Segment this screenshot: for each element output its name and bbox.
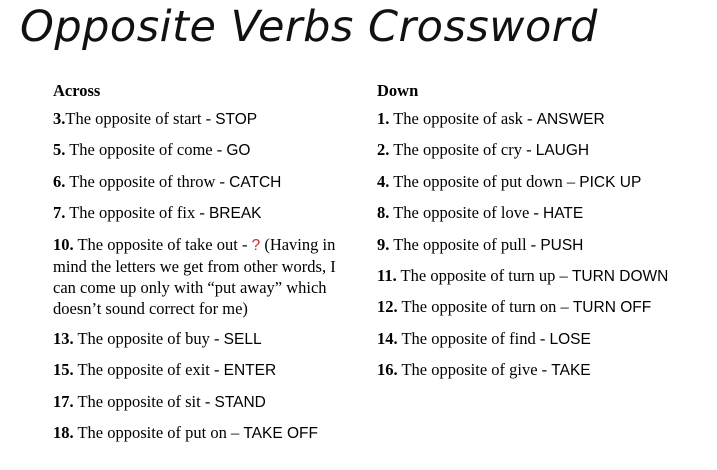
clue-number: 17. [53,391,74,411]
clue-number: 16. [377,360,398,380]
clue-answer: STOP [215,111,258,128]
across-clue [53,234,353,319]
clue-text: The opposite of turn up – [396,265,572,285]
clue-text: The opposite of buy - [73,328,224,348]
clue-text: The opposite of take out - [73,234,252,254]
down-clue [377,328,715,350]
down-clue [377,359,715,381]
clue-text: The opposite of find - [397,328,550,348]
clue-number: 15. [53,360,74,380]
clue-answer: STAND [214,393,266,411]
clue-text: The opposite of sit - [73,391,215,411]
across-clue [53,202,353,224]
across-clue [53,139,353,161]
clue-number: 6. [53,171,66,191]
across-column [53,80,353,454]
clue-text: The opposite of cry - [389,140,536,160]
across-heading: Across [53,81,101,100]
across-clue [53,359,353,381]
clue-number: 8. [377,203,390,223]
clue-text: The opposite of fix - [65,203,209,223]
clue-answer: ANSWER [536,111,605,128]
clue-number: 4. [377,171,390,191]
clue-number: 9. [377,234,390,254]
page-title: Opposite Verbs Crossword [20,2,598,52]
clue-number: 5. [53,140,66,160]
down-clue [377,108,715,130]
clue-number: 3. [53,109,66,128]
clue-answer: GO [226,142,251,160]
clue-number: 10. [53,234,74,254]
across-clue [53,391,353,413]
down-heading: Down [377,81,419,100]
clue-text: The opposite of put on – [73,423,244,443]
clue-answer: SELL [223,330,262,348]
clue-answer: ENTER [223,362,277,380]
clue-answer: TAKE [551,362,591,380]
across-clue [53,171,353,193]
down-clue [377,171,715,193]
clue-number: 14. [377,328,398,348]
clue-text: The opposite of pull - [389,234,541,254]
clue-answer: PUSH [540,236,584,254]
clue-number: 2. [377,140,390,160]
clue-text: The opposite of put down – [389,171,580,191]
clue-number: 13. [53,328,74,348]
clue-text: The opposite of love - [389,203,544,223]
clue-answer: TAKE OFF [243,425,318,443]
clue-text: The opposite of start - [65,109,216,128]
clue-number: 11. [377,265,397,285]
across-clue [53,422,353,444]
clue-number: 1. [377,109,390,128]
clue-number: 18. [53,423,74,443]
clue-note: (Having in mind the letters we get from other words, I can come up only with “put away” which doesn’t sound correct for me) [53,234,336,318]
clue-answer: TURN OFF [572,299,652,317]
clue-answer: LOSE [549,330,591,348]
down-clue [377,234,715,256]
clue-text: The opposite of give - [397,360,552,380]
clue-number: 7. [53,203,66,223]
clue-text: The opposite of throw - [65,171,230,191]
clue-text: The opposite of ask - [389,109,537,128]
clue-text: The opposite of come - [65,140,227,160]
clue-text: The opposite of exit - [73,360,224,380]
clue-answer: PICK UP [579,173,642,191]
clue-answer: CATCH [229,173,282,191]
clue-answer: TURN DOWN [571,267,669,285]
down-clue [377,265,715,287]
clue-text: The opposite of turn on – [397,297,573,317]
down-column [377,80,715,391]
clue-answer: LAUGH [535,142,590,160]
clue-answer: HATE [543,205,584,223]
down-clue [377,139,715,161]
down-clue [377,202,715,224]
down-clue [377,296,715,318]
across-clue [53,328,353,350]
across-clue [53,108,353,130]
clue-number: 12. [377,297,398,317]
clue-answer-question-mark: ? [251,236,261,254]
clue-answer: BREAK [208,205,262,223]
